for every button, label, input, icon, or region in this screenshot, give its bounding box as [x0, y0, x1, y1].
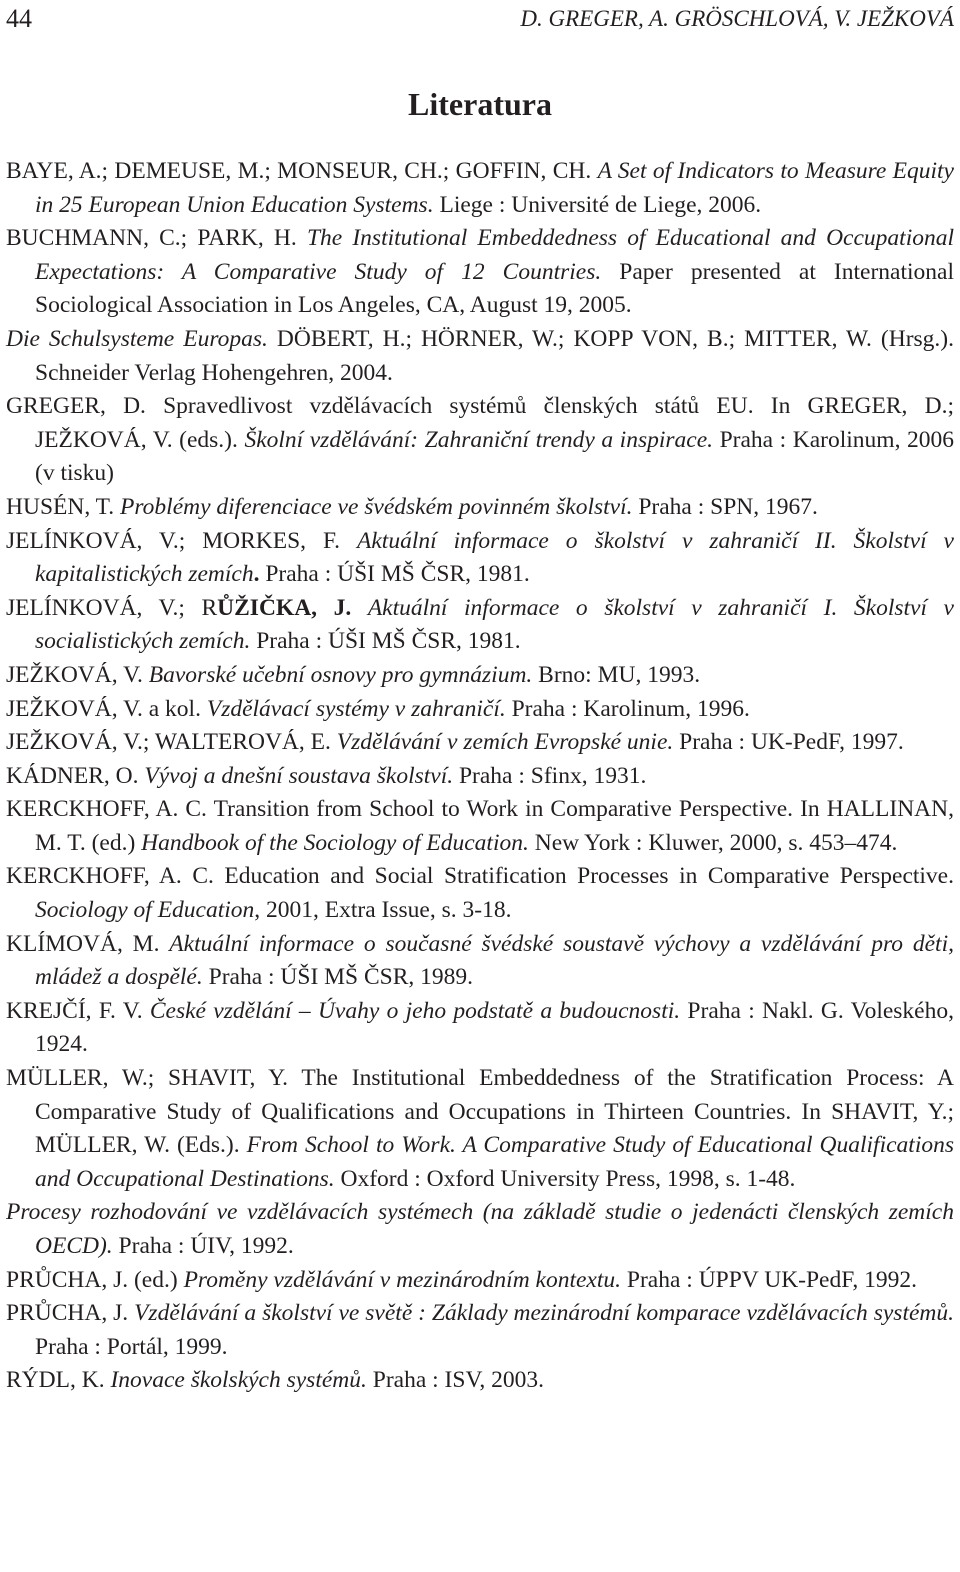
reference-title-italic: From School to Work. A Comparative Study of Educational Qualifications and Occupational Destinations.: [35, 1132, 954, 1192]
reference-text-bold: .: [253, 561, 260, 588]
reference-text: BAYE, A.; DEMEUSE, M.; MONSEUR, CH.; GOFFIN, CH.: [6, 158, 598, 184]
reference-text: JEŽKOVÁ, V.; WALTEROVÁ, E.: [6, 729, 337, 756]
reference-title-italic: Inovace školských systémů.: [110, 1367, 367, 1394]
reference-entry: [6, 323, 954, 390]
reference-text: PRŮCHA, J.: [6, 1300, 135, 1327]
reference-entry: [6, 155, 954, 222]
reference-text: Praha : Portál, 1999.: [35, 1333, 228, 1360]
reference-entry: [6, 693, 954, 727]
reference-text: JELÍNKOVÁ, V.; MORKES, F.: [6, 527, 357, 554]
reference-entry: [6, 928, 954, 995]
reference-text: Praha : SPN, 1967.: [632, 493, 818, 520]
reference-title-italic: Vzdělávání a školství ve světě : Základy mezinárodní komparace vzdělávacích systémů.: [134, 1300, 954, 1327]
reference-entry: [6, 1364, 954, 1398]
reference-text: KERCKHOFF, A. C. Education and Social Stratification Processes in Comparative Perspective.: [6, 863, 954, 890]
reference-title-italic: Die Schulsysteme Europas.: [6, 325, 268, 352]
reference-title-italic: Vývoj a dnešní soustava školství.: [144, 762, 454, 789]
reference-text: Oxford : Oxford University Press, 1998, s. 1-48.: [334, 1165, 796, 1192]
reference-entry: [6, 390, 954, 491]
reference-title-italic: Sociology of Education: [35, 897, 255, 924]
reference-text: Praha : ISV, 2003.: [366, 1367, 545, 1394]
running-head: D. GREGER, A. GRÖSCHLOVÁ, V. JEŽKOVÁ: [520, 6, 954, 31]
reference-title-italic: Proměny vzdělávání v mezinárodním kontextu.: [183, 1266, 622, 1293]
reference-title-italic: Bavorské učební osnovy pro gymnázium.: [148, 661, 533, 688]
reference-text: Praha : ÚŠI MŠ ČSR, 1989.: [202, 964, 474, 991]
reference-entry: [6, 860, 954, 927]
reference-text-bold: ŮŽIČKA, J.: [217, 594, 352, 621]
reference-text: Praha : ÚPPV UK-PedF, 1992.: [621, 1266, 918, 1293]
reference-text: Paper presented at International Sociological Association in Los Angeles, CA, August 19, 2005.: [35, 258, 954, 319]
reference-entry: [6, 592, 954, 659]
reference-text: Praha : Sfinx, 1931.: [453, 762, 647, 789]
reference-text: Praha : ÚŠI MŠ ČSR, 1981.: [259, 561, 530, 588]
reference-entry: [6, 525, 954, 592]
reference-title-italic: Aktuální informace o školství v zahraničí II. Školství v kapitalistických zemích: [35, 527, 954, 588]
reference-text: KERCKHOFF, A. C. Transition from School to Work in Comparative Perspective. In HALLINAN, M. T. (ed.): [6, 796, 954, 856]
reference-title-italic: Aktuální informace o školství v zahraničí I. Školství v socialistických zemích.: [35, 594, 954, 655]
reference-title-italic: The Institutional Embeddedness of Educational and Occupational Expectations: A Comparative Study of 12 Countries.: [35, 225, 954, 285]
reference-text: BUCHMANN, C.; PARK, H.: [6, 225, 307, 252]
reference-title-italic: Aktuální informace o současné švédské soustavě výchovy a vzdělávání pro děti, mládež a dospělé.: [35, 930, 954, 991]
reference-text: DÖBERT, H.; HÖRNER, W.; KOPP VON, B.; MITTER, W. (Hrsg.). Schneider Verlag Hohengehren, 2004.: [35, 325, 955, 386]
reference-title-italic: Vzdělávací systémy v zahraničí.: [206, 695, 506, 722]
reference-text: JELÍNKOVÁ, V.; R: [6, 594, 218, 621]
reference-title-italic: Handbook of the Sociology of Education.: [141, 829, 529, 856]
reference-title-italic: Procesy rozhodování ve vzdělávacích systémech (na základě studie o jedenácti členských zemích OECD).: [6, 1199, 954, 1259]
reference-text: GREGER, D. Spravedlivost vzdělávacích systémů členských států EU. In GREGER, D.; JEŽKOVÁ, V. (eds.).: [6, 393, 954, 453]
reference-text: , 2001, Extra Issue, s. 3-18.: [254, 897, 512, 924]
reference-title-italic: České vzdělání – Úvahy o jeho podstatě a budoucnosti.: [149, 997, 681, 1024]
reference-text: New York : Kluwer, 2000, s. 453–474.: [528, 829, 898, 856]
section-title: Literatura: [408, 86, 552, 122]
reference-entry: [6, 1264, 954, 1298]
reference-entry: [6, 726, 954, 760]
reference-title-italic: Problémy diferenciace ve švédském povinném školství.: [120, 493, 633, 520]
reference-text: JEŽKOVÁ, V.: [6, 661, 149, 688]
reference-text: RÝDL, K.: [6, 1367, 111, 1394]
reference-entry: [6, 1297, 954, 1364]
reference-text: Liege : Université de Liege, 2006.: [433, 191, 762, 218]
reference-entry: [6, 222, 954, 323]
reference-text: PRŮCHA, J. (ed.): [6, 1266, 184, 1293]
reference-text: Praha : ÚŠI MŠ ČSR, 1981.: [250, 628, 521, 655]
reference-text: HUSÉN, T.: [6, 493, 121, 520]
reference-text: Brno: MU, 1993.: [532, 661, 701, 688]
reference-text: Praha : Karolinum, 1996.: [505, 695, 750, 722]
reference-text: KÁDNER, O.: [6, 762, 145, 789]
reference-text: Praha : ÚIV, 1992.: [112, 1233, 294, 1259]
reference-text: Praha : Nakl. G. Voleského, 1924.: [35, 997, 954, 1058]
reference-text: MÜLLER, W.; SHAVIT, Y. The Institutional Embeddedness of the Stratification Process: A Comparative Study of Qualifications and Occupations in Thirteen Countries. In SHAVIT, Y.; MÜLLER, W. (Eds.).: [6, 1065, 954, 1159]
reference-text: KLÍMOVÁ, M.: [6, 930, 170, 957]
reference-entry: [6, 659, 954, 693]
reference-entry: [6, 1196, 954, 1263]
reference-list: [6, 155, 954, 1398]
reference-title-italic: Vzdělávání v zemích Evropské unie.: [336, 729, 674, 756]
page-number: 44: [6, 4, 32, 33]
reference-text: KREJČÍ, F. V.: [6, 997, 150, 1024]
reference-entry: [6, 793, 954, 860]
reference-entry: [6, 995, 954, 1062]
reference-text: Praha : Karolinum, 2006 (v tisku): [35, 426, 955, 487]
reference-text: [351, 595, 368, 621]
reference-title-italic: A Set of Indicators to Measure Equity in 25 European Union Education Systems.: [35, 158, 954, 218]
reference-text: JEŽKOVÁ, V. a kol.: [6, 695, 207, 722]
reference-entry: [6, 760, 954, 794]
reference-title-italic: Školní vzdělávání: Zahraniční trendy a inspirace.: [244, 426, 714, 453]
reference-entry: [6, 1062, 954, 1196]
reference-text: Praha : UK-PedF, 1997.: [673, 729, 904, 756]
reference-entry: [6, 491, 954, 525]
